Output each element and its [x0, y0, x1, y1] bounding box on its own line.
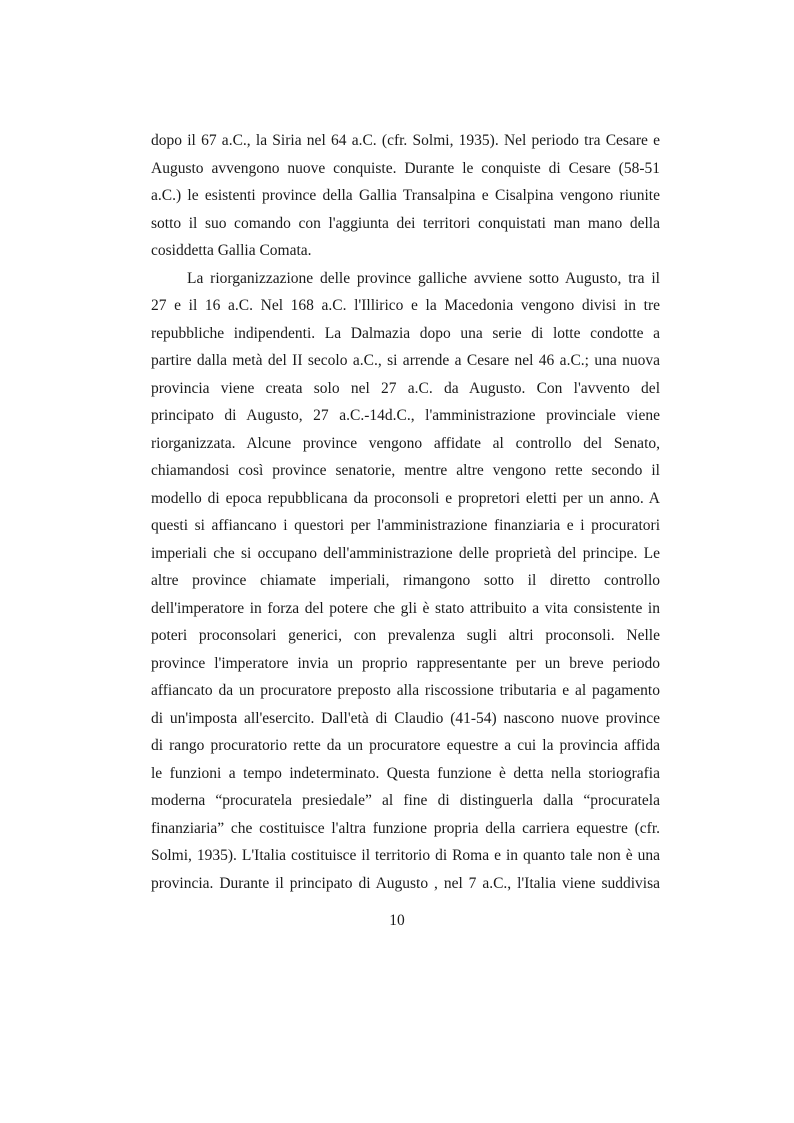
text-line: chiamandosi così province senatorie, mentre altre vengono rette secondo il	[151, 462, 660, 479]
text-line: di un'imposta all'esercito. Dall'età di Claudio (41-54) nascono nuove province	[151, 709, 660, 727]
text-line: cosiddetta Gallia Comata.	[151, 242, 312, 259]
text-line: dell'imperatore in forza del potere che gli è stato attribuito a vita consistente in	[151, 599, 660, 617]
text-line: di rango procuratorio rette da un procuratore equestre a cui la provincia affida	[151, 737, 660, 754]
text-line: poteri proconsolari generici, con prevalenza sugli altri proconsoli. Nelle	[151, 627, 660, 644]
text-line: sotto il suo comando con l'aggiunta dei territori conquistati man mano della	[151, 214, 660, 232]
text-line: Solmi, 1935). L'Italia costituisce il territorio di Roma e in quanto tale non è una	[151, 847, 660, 864]
text-line: riorganizzata. Alcune province vengono affidate al controllo del Senato,	[151, 434, 660, 452]
text-line: repubbliche indipendenti. La Dalmazia dopo una serie di lotte condotte a	[151, 324, 660, 342]
paragraph-2	[151, 265, 660, 898]
text-line: a.C.) le esistenti province della Gallia Transalpina e Cisalpina vengono riunite	[151, 187, 660, 204]
text-line: finanziaria” che costituisce l'altra funzione propria della carriera equestre (cfr.	[151, 819, 660, 837]
body-text	[151, 127, 660, 897]
text-line: Augusto avvengono nuove conquiste. Durante le conquiste di Cesare (58-51	[151, 159, 660, 177]
text-line: provincia. Durante il principato di Augusto , nel 7 a.C., l'Italia viene suddivisa	[151, 874, 660, 892]
text-line: altre province chiamate imperiali, rimangono sotto il diretto controllo	[151, 572, 660, 589]
text-line: partire dalla metà del II secolo a.C., si arrende a Cesare nel 46 a.C.; una nuova	[151, 352, 660, 369]
text-line: La riorganizzazione delle province galliche avviene sotto Augusto, tra il	[187, 269, 660, 287]
text-line: le funzioni a tempo indeterminato. Questa funzione è detta nella storiografia	[151, 764, 660, 782]
text-line: province l'imperatore invia un proprio rappresentante per un breve periodo	[151, 654, 660, 672]
text-line: 27 e il 16 a.C. Nel 168 a.C. l'Illirico e la Macedonia vengono divisi in tre	[151, 297, 660, 314]
page-number: 10	[389, 912, 405, 929]
text-line: imperiali che si occupano dell'amministrazione delle proprietà del principe. Le	[151, 544, 660, 562]
paragraph-1	[151, 127, 660, 265]
text-line: provincia viene creata solo nel 27 a.C. da Augusto. Con l'avvento del	[151, 379, 660, 397]
text-line: affiancato da un procuratore preposto alla riscossione tributaria e al pagamento	[151, 682, 660, 699]
text-line: modello di epoca repubblicana da proconsoli e propretori eletti per un anno. A	[151, 489, 660, 507]
text-line: questi si affiancano i questori per l'amministrazione finanziaria e i procuratori	[151, 517, 660, 534]
text-line: dopo il 67 a.C., la Siria nel 64 a.C. (cfr. Solmi, 1935). Nel periodo tra Cesare e	[151, 132, 660, 149]
text-line: principato di Augusto, 27 a.C.-14d.C., l'amministrazione provinciale viene	[151, 407, 660, 424]
text-line: moderna “procuratela presiedale” al fine di distinguerla dalla “procuratela	[151, 792, 660, 809]
